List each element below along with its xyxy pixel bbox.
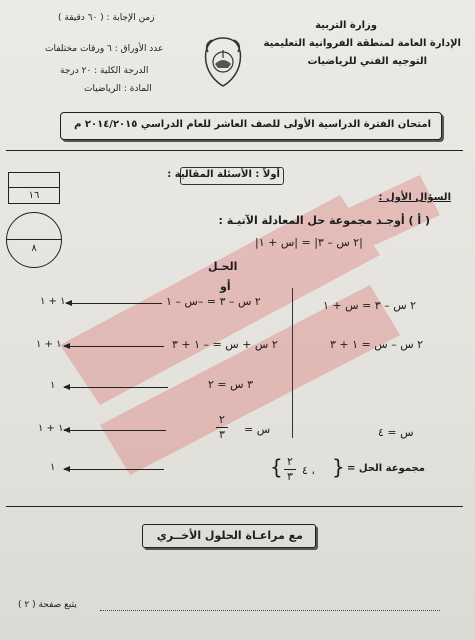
right-step-1: ٢ س – ٣ = س + ١: [323, 299, 417, 312]
page-count: عدد الأوراق : ٦ ورقات مختلفات: [45, 44, 164, 54]
department-name: التوجيه الفني للرياضيات: [307, 56, 427, 67]
left-step-1: ٢ س – ٣ = –س – ١: [166, 295, 261, 308]
note-box: [142, 524, 316, 548]
fraction-denominator: ٣: [219, 428, 225, 441]
footer-dotted-line: [100, 610, 440, 611]
left-step-3: ٣ س = ٢: [208, 378, 253, 391]
left-step-2: ٢ س + س = – ١ + ٣: [172, 338, 278, 351]
mark-4: ١ + ١: [38, 423, 64, 434]
mark-arrow-1: [66, 303, 162, 304]
mark-arrow-5: [64, 469, 164, 470]
district-name: الإدارة العامة لمنطقة الفروانية التعليمية: [263, 38, 461, 49]
divider-bottom: [6, 506, 463, 507]
total-grade-box: [8, 172, 60, 204]
mark-2: ١ + ١: [36, 339, 62, 350]
state-emblem-icon: [200, 34, 246, 88]
set-brace-open: {: [270, 455, 283, 479]
set-fraction-denominator: ٣: [287, 470, 293, 483]
divider: [6, 150, 463, 151]
section-title: أولاً : الأسئلة المقالية :: [167, 169, 280, 180]
mark-3: ١: [50, 380, 56, 391]
set-brace-close: }: [332, 455, 345, 479]
answer-time: زمن الإجابة : ( ٦٠ دقيقة ): [58, 13, 155, 23]
fraction-numerator: ٢: [219, 413, 225, 426]
solution-set-rest: ، ٤: [302, 464, 315, 477]
mark-1: ١ + ١: [40, 296, 66, 307]
question-part: ( أ ) أوجـد مجموعة حل المعادلة الآتيـة :: [218, 214, 430, 227]
footer-next-page: يتبع صفحة ( ٢ ): [18, 600, 77, 610]
solution-or: أو: [220, 280, 231, 293]
solution-set-label: مجموعة الحل =: [347, 463, 425, 474]
total-grade: الدرجة الكلية : ٢٠ درجة: [60, 66, 149, 76]
left-step-4-label: س =: [244, 423, 271, 436]
mark-arrow-2: [64, 346, 164, 347]
solution-set-fraction: [284, 456, 296, 483]
question-label: السؤال الأول :: [378, 192, 451, 203]
total-grade-value: ١٦: [28, 190, 40, 201]
solution-separator: [292, 288, 293, 438]
question-grade-circle: [6, 212, 62, 268]
note-text: مع مراعـاة الحلول الأخــري: [156, 529, 303, 542]
subject: المادة : الرياضيات: [84, 84, 152, 94]
question-grade-value: ٨: [31, 243, 37, 254]
solution-header: الحـل: [208, 260, 238, 273]
left-step-4-fraction: [216, 414, 228, 441]
exam-title: امتحان الفترة الدراسية الأولى للصف العاشر للعام الدراسي ٢٠١٤/٢٠١٥ م: [74, 119, 431, 130]
right-step-2: ٢ س – س = ١ + ٣: [330, 338, 424, 351]
ministry-name: وزارة التربية: [315, 20, 377, 31]
mark-arrow-3: [64, 387, 168, 388]
mark-arrow-4: [64, 430, 166, 431]
right-step-3: س = ٤: [378, 426, 414, 439]
exam-title-box: [60, 112, 442, 140]
mark-5: ١: [50, 462, 56, 473]
question-equation: |٢ س – ٣| = |س + ١|: [255, 236, 363, 249]
set-fraction-numerator: ٢: [287, 455, 293, 468]
